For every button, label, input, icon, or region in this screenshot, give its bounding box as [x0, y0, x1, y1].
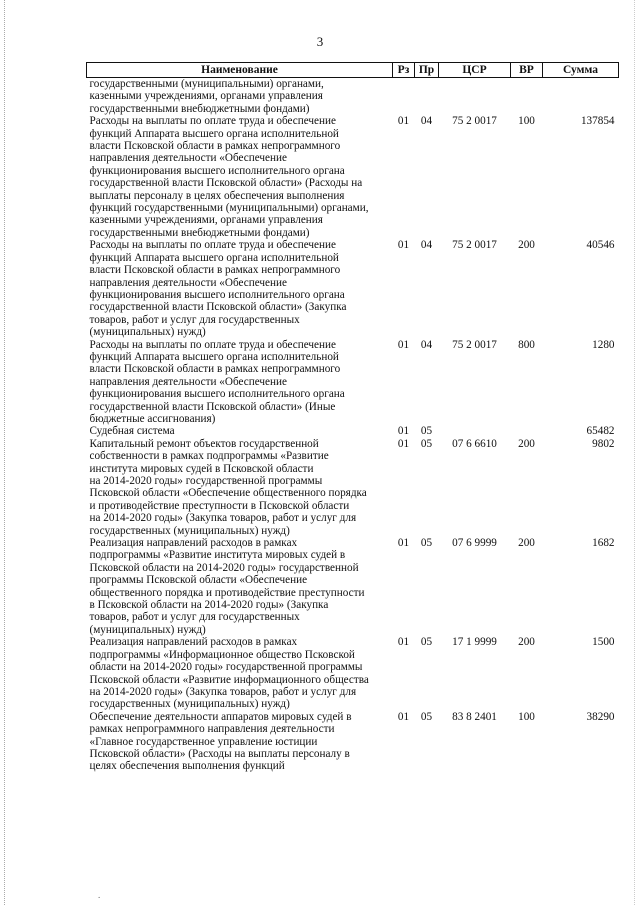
item-name-line: казенными учреждениями, органами управления: [89, 214, 323, 227]
cell-vr: 200: [518, 239, 535, 252]
item-name-line: функций Аппарата высшего органа исполнительной: [89, 350, 339, 363]
cell-rz: 01: [397, 425, 410, 438]
cell-rz: 01: [397, 537, 410, 550]
table-row: [87, 239, 619, 338]
cell-csr: [439, 425, 511, 437]
cell-rz: 01: [397, 437, 410, 450]
item-name-line: (муниципальных) нужд): [89, 623, 206, 636]
item-name-line: Псковской области «Обеспечение общественного порядка: [89, 487, 367, 500]
table-body: [87, 78, 619, 773]
item-name-line: Реализация направлений расходов в рамках: [89, 636, 298, 649]
cell-rz: 01: [397, 239, 410, 252]
item-name-line: государственных (муниципальных) нужд): [89, 524, 290, 537]
item-name-line: направления деятельности «Обеспечение: [89, 375, 287, 388]
item-name-line: государственной власти Псковской области» (Расходы на: [89, 177, 363, 190]
table-row-continuation: [87, 78, 619, 116]
cell-pr: 05: [420, 425, 433, 438]
item-name-line: казенными учреждениями, органами управления: [89, 90, 323, 103]
cell-pr: 05: [420, 710, 433, 723]
item-name-line: Псковской области» (Расходы на выплаты персоналу в: [89, 747, 350, 760]
budget-table: [86, 62, 619, 773]
item-name-line: направления деятельности «Обеспечение: [89, 276, 287, 289]
item-name-line: Псковской области «Развитие информационного общества: [89, 673, 369, 686]
cell-vr: 100: [518, 115, 535, 128]
cell-csr: 83 8 2401: [452, 710, 497, 723]
item-name: [87, 711, 393, 773]
item-name: [87, 537, 393, 636]
header-rz: Рз: [393, 63, 415, 78]
table-row: [87, 425, 619, 437]
item-name-line: направления деятельности «Обеспечение: [89, 152, 287, 165]
cell-csr: 75 2 0017: [452, 338, 497, 351]
item-name-line: «Главное государственное управление юстиции: [89, 735, 318, 748]
scan-edge-left: [4, 0, 6, 905]
item-name-line: общественного порядка и противодействие преступности: [89, 586, 365, 599]
cell-pr: 05: [420, 437, 433, 450]
cell-sum: 137854: [580, 115, 615, 128]
item-name-line: на 2014-2020 годы» (Закупка товаров, работ и услуг для: [89, 685, 357, 698]
empty-cell: [543, 78, 619, 116]
cell-sum: 1682: [592, 537, 615, 550]
scan-edge-right: [634, 0, 636, 905]
table-header-row: [87, 63, 619, 78]
table-row: [87, 339, 619, 426]
cell-pr: 04: [420, 115, 433, 128]
header-sum: Сумма: [543, 63, 619, 78]
cell-csr: 17 1 9999: [452, 636, 497, 649]
table-row: [87, 115, 619, 239]
item-name: [87, 438, 393, 537]
item-name-line: Расходы на выплаты по оплате труда и обеспечение: [89, 338, 336, 351]
item-name-line: товаров, работ и услуг для государственных: [89, 313, 300, 326]
scan-artifact: .: [98, 890, 101, 900]
item-name-line: Обеспечение деятельности аппаратов мировых судей в: [89, 710, 352, 723]
cell-sum: 38290: [586, 710, 615, 723]
cell-sum: 65482: [586, 425, 615, 438]
item-name-line: целях обеспечения выполнения функций: [89, 760, 285, 773]
item-name-line: функций Аппарата высшего органа исполнительной: [89, 127, 339, 140]
item-name-line: Расходы на выплаты по оплате труда и обеспечение: [89, 239, 336, 252]
cell-vr: 200: [518, 636, 535, 649]
item-name-line: государственной власти Псковской области» (Закупка: [89, 301, 347, 314]
cell-sum: 1500: [592, 636, 615, 649]
item-name: [87, 115, 393, 239]
item-name-line: государственными (муниципальными) органами,: [89, 78, 324, 90]
item-name: [87, 636, 393, 710]
item-name: [87, 78, 393, 116]
item-name: [87, 239, 393, 338]
item-name-line: и противодействие преступности в Псковской области: [89, 499, 350, 512]
table-row: [87, 636, 619, 710]
cell-vr: [511, 425, 543, 437]
item-name-line: выплаты персоналу в целях обеспечения выполнения: [89, 189, 345, 202]
item-name-line: функций государственными (муниципальными) органами,: [89, 202, 369, 215]
cell-csr: 75 2 0017: [452, 115, 497, 128]
item-name-line: власти Псковской области в рамках непрограммного: [89, 363, 341, 376]
item-name-line: государственными внебюджетными фондами): [89, 226, 310, 239]
item-name-line: Реализация направлений расходов в рамках: [89, 537, 298, 550]
cell-rz: 01: [397, 710, 410, 723]
cell-sum: 40546: [586, 239, 615, 252]
empty-cell: [439, 78, 511, 116]
item-name-line: функционирования высшего исполнительного органа: [89, 164, 345, 177]
cell-sum: 9802: [592, 437, 615, 450]
item-name-line: функций Аппарата высшего органа исполнительной: [89, 251, 339, 264]
cell-vr: 200: [518, 537, 535, 550]
item-name-line: функционирования высшего исполнительного органа: [89, 388, 345, 401]
item-name-line: собственности в рамках подпрограммы «Развитие: [89, 450, 329, 463]
item-name-line: Псковской области на 2014-2020 годы» государственной: [89, 561, 359, 574]
item-name: [87, 425, 393, 437]
cell-rz: 01: [397, 636, 410, 649]
table-row: [87, 537, 619, 636]
item-name-line: государственной власти Псковской области» (Иные: [89, 400, 336, 413]
item-name-line: программы Псковской области «Обеспечение: [89, 574, 308, 587]
page-number: 3: [316, 34, 324, 49]
table-row: [87, 711, 619, 773]
empty-cell: [511, 78, 543, 116]
header-csr: ЦСР: [439, 63, 511, 78]
cell-sum: 1280: [592, 338, 615, 351]
cell-csr: 07 6 9999: [452, 537, 497, 550]
empty-cell: [415, 78, 439, 116]
item-name-line: в Псковской области на 2014-2020 годы» (Закупка: [89, 599, 329, 612]
cell-vr: 200: [518, 437, 535, 450]
item-name-line: рамках непрограммного направления деятельности: [89, 723, 335, 736]
empty-cell: [393, 78, 415, 116]
cell-pr: 05: [420, 636, 433, 649]
item-name-line: Капитальный ремонт объектов государственной: [89, 437, 319, 450]
item-name-line: бюджетные ассигнования): [89, 412, 216, 425]
header-name: Наименование: [87, 63, 393, 78]
cell-csr: 75 2 0017: [452, 239, 497, 252]
cell-vr: 800: [518, 338, 535, 351]
item-name-line: функционирования высшего исполнительного органа: [89, 288, 345, 301]
cell-pr: 05: [420, 537, 433, 550]
item-name-line: на 2014-2020 годы» (Закупка товаров, работ и услуг для: [89, 512, 357, 525]
item-name-line: на 2014-2020 годы» государственной программы: [89, 475, 323, 487]
table-row: [87, 438, 619, 537]
item-name-line: (муниципальных) нужд): [89, 326, 206, 339]
cell-pr: 04: [420, 338, 433, 351]
cell-pr: 04: [420, 239, 433, 252]
cell-rz: 01: [397, 115, 410, 128]
cell-csr: 07 6 6610: [452, 437, 497, 450]
cell-rz: 01: [397, 338, 410, 351]
item-name-line: института мировых судей в Псковской области: [89, 462, 314, 475]
header-pr: Пр: [415, 63, 439, 78]
header-vr: ВР: [511, 63, 543, 78]
item-name-line: товаров, работ и услуг для государственных: [89, 611, 300, 624]
item-name-line: подпрограммы «Информационное общество Псковской: [89, 648, 355, 661]
item-name-line: власти Псковской области в рамках непрограммного: [89, 264, 341, 277]
item-name-line: Расходы на выплаты по оплате труда и обеспечение: [89, 115, 336, 128]
item-name-line: государственных (муниципальных) нужд): [89, 698, 290, 711]
cell-vr: 100: [518, 710, 535, 723]
item-name: [87, 339, 393, 426]
item-name-line: подпрограммы «Развитие института мировых судей в: [89, 549, 346, 562]
item-name-line: Судебная система: [89, 425, 175, 438]
item-name-line: государственными внебюджетными фондами): [89, 102, 310, 115]
item-name-line: власти Псковской области в рамках непрограммного: [89, 140, 341, 153]
item-name-line: области на 2014-2020 годы» государственной программы: [89, 661, 363, 674]
